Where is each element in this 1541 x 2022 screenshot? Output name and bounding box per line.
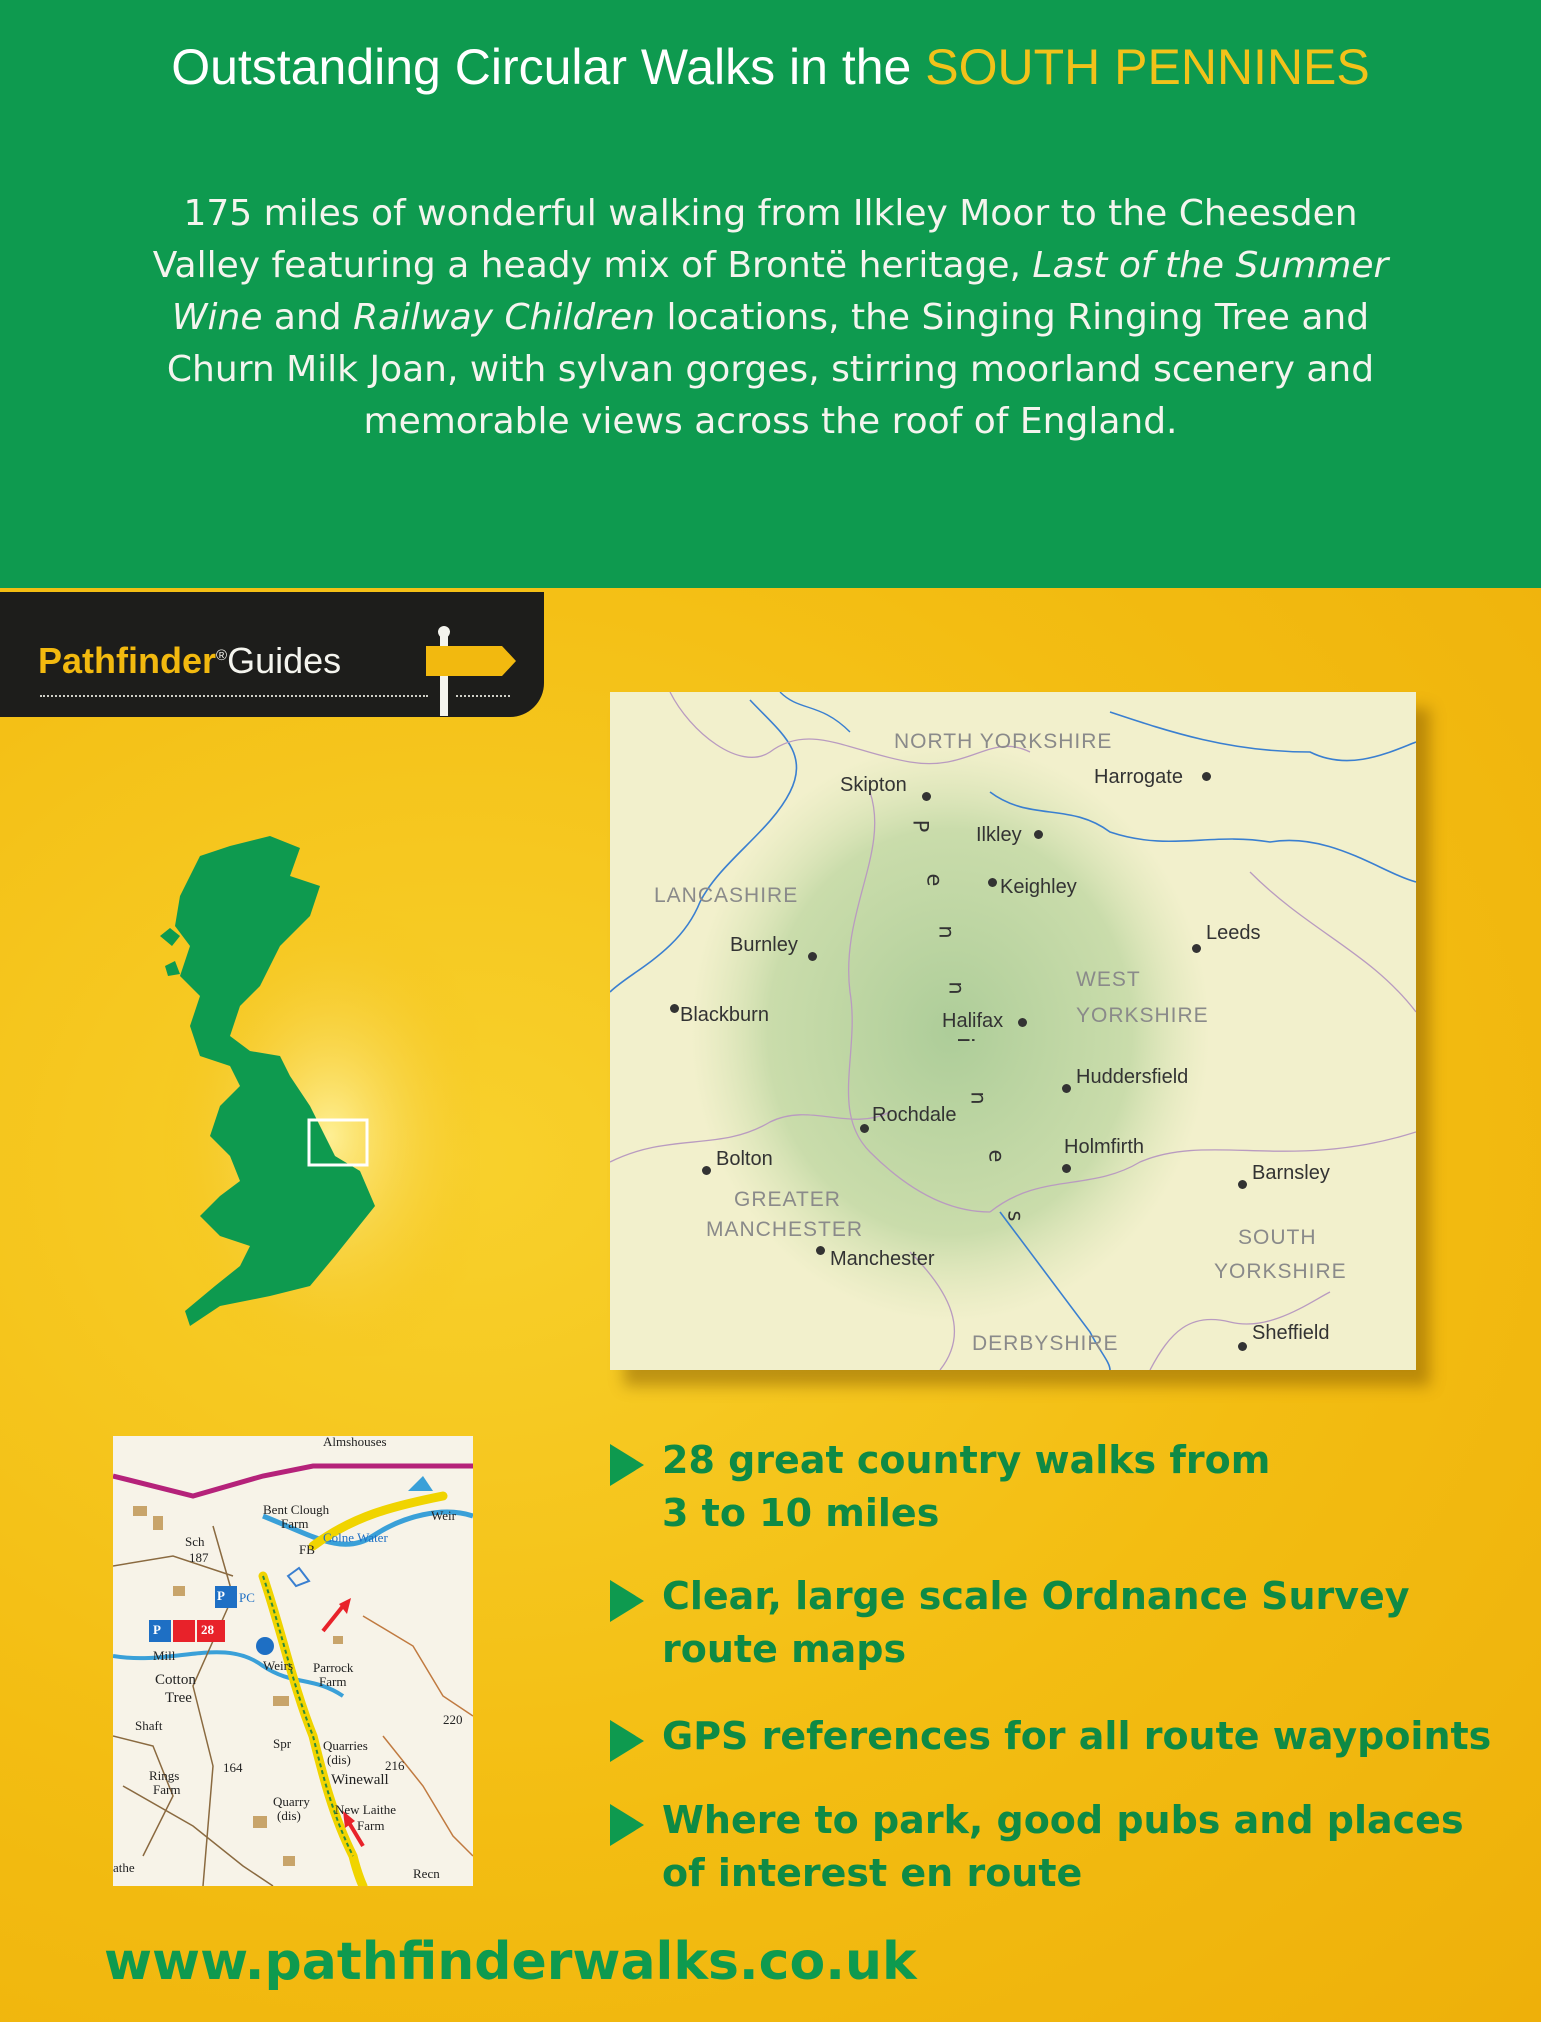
town-dot [1202, 772, 1211, 781]
pennines-letter: s [1003, 1210, 1028, 1222]
os-label: Sch [185, 1534, 205, 1549]
title-accent: SOUTH PENNINES [925, 39, 1370, 95]
os-label: 164 [223, 1760, 243, 1775]
os-parking-label: P [153, 1622, 161, 1637]
county-west-yorkshire-line1: WEST [1076, 968, 1141, 991]
county-north-yorkshire: NORTH YORKSHIRE [894, 730, 1113, 753]
os-label: Cotton [155, 1672, 196, 1688]
pennines-letter: n [944, 981, 969, 995]
website-url[interactable]: www.pathfinderwalks.co.uk [104, 1932, 917, 1992]
place-holmfirth: Holmfirth [1064, 1136, 1145, 1158]
place-leeds: Leeds [1206, 922, 1261, 944]
os-label: New Laithe [335, 1802, 397, 1817]
feature-text: Clear, large scale Ordnance Survey route maps [662, 1574, 1410, 1671]
os-label: Tree [165, 1690, 192, 1706]
os-route-number: 28 [201, 1622, 214, 1637]
town-dot [988, 878, 997, 887]
os-label: Bent Clough [263, 1502, 330, 1517]
county-greater-manchester-line2: MANCHESTER [706, 1218, 864, 1241]
town-dot [1192, 944, 1201, 953]
place-ilkley: Ilkley [976, 824, 1022, 846]
blurb-part-1: 175 miles of wonderful walking from Ilkley Moor to the Cheesden Valley featuring a heady mix of Brontë heritage, [152, 193, 1358, 286]
page-title [0, 38, 1541, 96]
brand-suffix: Guides [227, 640, 342, 681]
blurb-italic-2: Railway Children [353, 297, 656, 338]
signpost-icon [420, 626, 520, 716]
os-label: Farm [281, 1516, 309, 1531]
county-derbyshire: DERBYSHIRE [972, 1332, 1119, 1355]
os-parking-label: P [217, 1588, 225, 1603]
pennines-letter: e [922, 873, 947, 887]
place-barnsley: Barnsley [1252, 1162, 1330, 1184]
os-label: Mill [153, 1648, 176, 1663]
county-west-yorkshire-line2: YORKSHIRE [1076, 1004, 1209, 1027]
town-dot [1034, 830, 1043, 839]
os-label: Weirs [263, 1658, 293, 1673]
town-dot [670, 1004, 679, 1013]
place-bolton: Bolton [716, 1148, 773, 1170]
place-halifax: Halifax [942, 1010, 1004, 1032]
place-rochdale: Rochdale [872, 1104, 957, 1126]
os-label: Spr [273, 1736, 292, 1751]
os-label: Quarry [273, 1794, 310, 1809]
place-manchester: Manchester [830, 1248, 935, 1270]
os-label: (dis) [327, 1752, 351, 1767]
os-label: Quarries [323, 1738, 368, 1753]
town-dot [1018, 1018, 1027, 1027]
feature-text: GPS references for all route waypoints [662, 1714, 1492, 1758]
pennines-letter: n [934, 925, 959, 939]
place-burnley: Burnley [730, 934, 798, 956]
os-label: Farm [319, 1674, 347, 1689]
os-label: PC [239, 1590, 255, 1605]
pennines-letter: i [952, 1037, 977, 1043]
os-label: 187 [189, 1550, 209, 1565]
os-label: (dis) [277, 1808, 301, 1823]
os-route-map [113, 1436, 473, 1886]
town-dot [1238, 1180, 1247, 1189]
os-label: Weir [431, 1508, 456, 1523]
os-label: Parrock [313, 1660, 354, 1675]
os-label: Colne Water [323, 1530, 388, 1545]
title-main: Outstanding Circular Walks in the [171, 39, 912, 95]
arrow-icon [610, 1580, 644, 1622]
county-lancashire: LANCASHIRE [654, 884, 799, 907]
os-label: Winewall [331, 1772, 389, 1788]
os-label: Farm [357, 1818, 385, 1833]
blurb-italic-1: Last of the Summer Wine [171, 245, 1389, 338]
os-label: Almshouses [323, 1436, 387, 1449]
pennines-letter: e [984, 1149, 1009, 1163]
os-label: Recn [413, 1866, 440, 1881]
place-sheffield: Sheffield [1252, 1322, 1330, 1344]
county-greater-manchester-line1: GREATER [734, 1188, 841, 1211]
south-pennines-region-map [610, 692, 1416, 1370]
os-label: 216 [385, 1758, 405, 1773]
os-label: Shaft [135, 1718, 163, 1733]
brand-divider [40, 695, 428, 697]
description-text [150, 188, 1391, 448]
uk-map-icon [160, 836, 480, 1356]
arrow-icon [610, 1720, 644, 1762]
place-keighley: Keighley [1000, 876, 1077, 898]
blurb-part-3: locations, the Singing Ringing Tree and Churn Milk Joan, with sylvan gorges, stirring moorland scenery and memorable views across the roof of England. [166, 297, 1375, 442]
place-blackburn: Blackburn [680, 1004, 769, 1026]
feature-text: 28 great country walks from 3 to 10 miles [662, 1438, 1271, 1535]
town-dot [702, 1166, 711, 1175]
brand-logo [38, 640, 341, 682]
pennines-letter: P [908, 819, 933, 833]
arrow-icon [610, 1804, 644, 1846]
os-label: Rings [149, 1768, 180, 1783]
pennines-letter: n [966, 1091, 991, 1105]
place-huddersfield: Huddersfield [1076, 1066, 1189, 1088]
place-skipton: Skipton [840, 774, 907, 796]
os-label: FB [299, 1542, 315, 1557]
os-label: athe [113, 1860, 135, 1875]
county-south-yorkshire-line1: SOUTH [1238, 1226, 1317, 1249]
os-label: 220 [443, 1712, 463, 1727]
brand-reg: ® [216, 647, 228, 664]
arrow-icon [610, 1444, 644, 1486]
town-dot [1062, 1164, 1071, 1173]
county-south-yorkshire-line2: YORKSHIRE [1214, 1260, 1347, 1283]
brand-name: Pathfinder [38, 640, 217, 681]
feature-text: Where to park, good pubs and places of interest en route [662, 1798, 1464, 1895]
blurb-part-2: and [273, 297, 342, 338]
town-dot [808, 952, 817, 961]
town-dot [1062, 1084, 1071, 1093]
town-dot [860, 1124, 869, 1133]
town-dot [1238, 1342, 1247, 1351]
os-label: Farm [153, 1782, 181, 1797]
place-harrogate: Harrogate [1094, 766, 1183, 788]
town-dot [922, 792, 931, 801]
town-dot [816, 1246, 825, 1255]
